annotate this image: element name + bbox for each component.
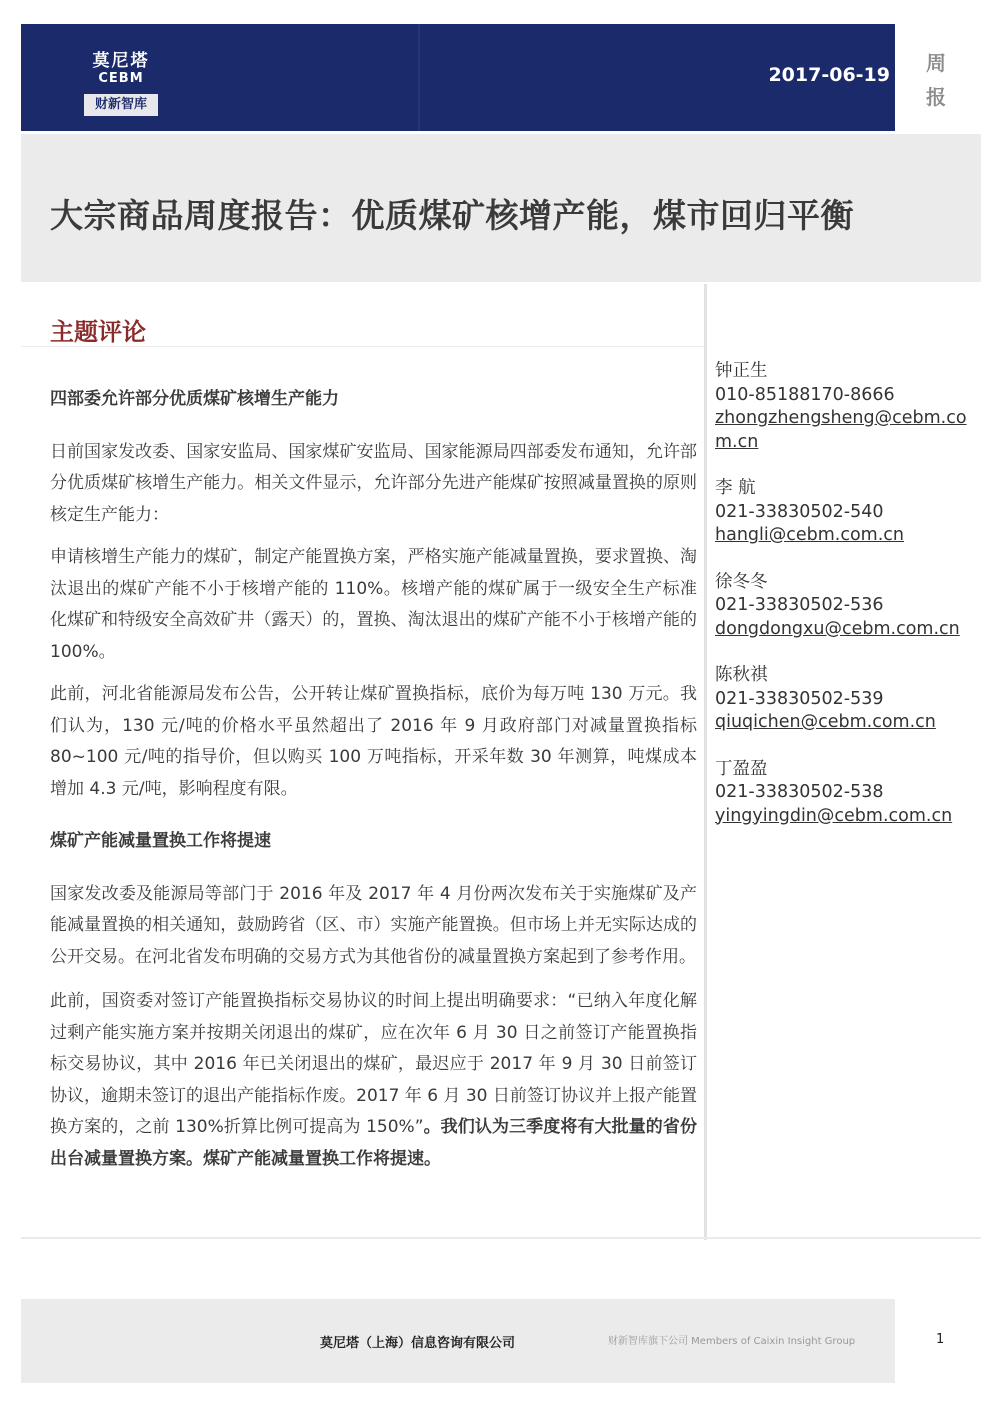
paragraph: 此前，河北省能源局发布公告，公开转让煤矿置换指标，底价为每万吨 130 万元。我们认为，130 元/吨的价格水平虽然超出了 2016 年 9 月政府部门对减量置换指标 80~100 元/吨的指导价，但以购买 100 万吨指标，开采年数 30 年测算，吨煤成本增加 4.3 元/吨，影响程度有限。 [50,684,697,799]
contact-phone: 021-33830502-536 [715,595,884,615]
contact-name: 李 航 [715,478,756,498]
cebm-logo [82,40,160,118]
contact-email-link[interactable]: zhongzhengsheng@cebm.com.cn [715,408,967,452]
page-number: 1 [936,1332,945,1347]
paragraph-text: 此前，国资委对签订产能置换指标交易协议的时间上提出明确要求：“已纳入年度化解过剩产能实施方案并按期关闭退出的煤矿，应在次年 6 月 30 日之前签订产能置换指标交易协议，其中 2016 年已关闭退出的煤矿，最迟应于 2017 年 9 月 30 日前签订协议，逾期未签订的退出产能指标作废。2017 年 6 月 30 日前签订协议并上报产能置换方案的，之前 130%折算比例可提高为 150%” [50,991,697,1137]
footer-company: 莫尼塔（上海）信息咨询有限公司 [320,1336,516,1351]
contact-email-link[interactable]: qiuqichen@cebm.com.cn [715,712,936,732]
contact-phone: 021-33830502-540 [715,501,884,522]
logo-en-text: CEBM [98,71,144,86]
paragraph-conclusion: 。我们认为三季度将有大批量的省份出台减量置换方案。煤矿产能减量置换工作将提速。 [50,1117,697,1169]
contact-phone: 010-85188170-8666 [715,384,895,405]
paragraph: 国家发改委及能源局等部门于 2016 年及 2017 年 4 月份两次发布关于实施煤矿及产能减量置换的相关通知，鼓励跨省（区、市）实施产能置换。但市场上并无实际达成的公开交易。在河北省发布明确的交易方式为其他省份的减量置换方案起到了参考作用。 [50,883,697,967]
contact-card [715,360,975,454]
logo-sub-text: 财新智库 [84,94,158,116]
contact-phone: 021-33830502-538 [715,782,884,802]
subheading-capacity: 四部委允许部分优质煤矿核增生产能力 [50,389,339,409]
contact-card [715,571,975,642]
page-title: 大宗商品周度报告：优质煤矿核增产能，煤市回归平衡 [50,196,854,235]
contact-email-link[interactable]: hangli@cebm.com.cn [715,525,904,545]
contact-email-link[interactable]: dongdongxu@cebm.com.cn [715,618,960,639]
contact-email-link[interactable]: yingyingdin@cebm.com.cn [715,805,953,826]
section-heading: 主题评论 [50,318,146,346]
logo-cn-text: 莫尼塔 [92,51,150,71]
section-rule [21,346,704,347]
paragraph [50,986,697,1175]
report-date: 2017-06-19 [768,64,890,86]
paragraph: 申请核增生产能力的煤矿，制定产能置换方案，严格实施产能减量置换，要求置换、淘汰退出的煤矿产能不小于核增产能的 110%。核增产能的煤矿属于一级安全生产标准化煤矿和特级安全高效矿井（露天）的，置换、淘汰退出的煤矿产能不小于核增产能的 100%。 [50,547,697,662]
contact-card [715,664,975,735]
main-content [50,384,697,1175]
contact-name: 丁盈盈 [715,758,768,779]
column-divider [704,284,707,1240]
contact-name: 陈秋祺 [715,665,768,685]
contact-card [715,477,975,548]
contact-name: 徐冬冬 [715,571,768,592]
contact-name: 钟正生 [715,361,768,381]
content-bottom-rule [21,1237,981,1239]
paragraph: 日前国家发改委、国家安监局、国家煤矿安监局、国家能源局四部委发布通知，允许部分优质煤矿核增生产能力。相关文件显示，允许部分先进产能煤矿按照减量置换的原则核定生产能力： [50,441,697,525]
weekly-label: 周报 [926,51,946,109]
footer-group-note: 财新智库旗下公司 Members of Caixin Insight Group [608,1336,856,1347]
analyst-contacts [715,360,975,851]
contact-card [715,758,975,829]
header-divider [418,24,420,131]
contact-phone: 021-33830502-539 [715,688,884,709]
subheading-replacement: 煤矿产能减量置换工作将提速 [50,831,271,851]
